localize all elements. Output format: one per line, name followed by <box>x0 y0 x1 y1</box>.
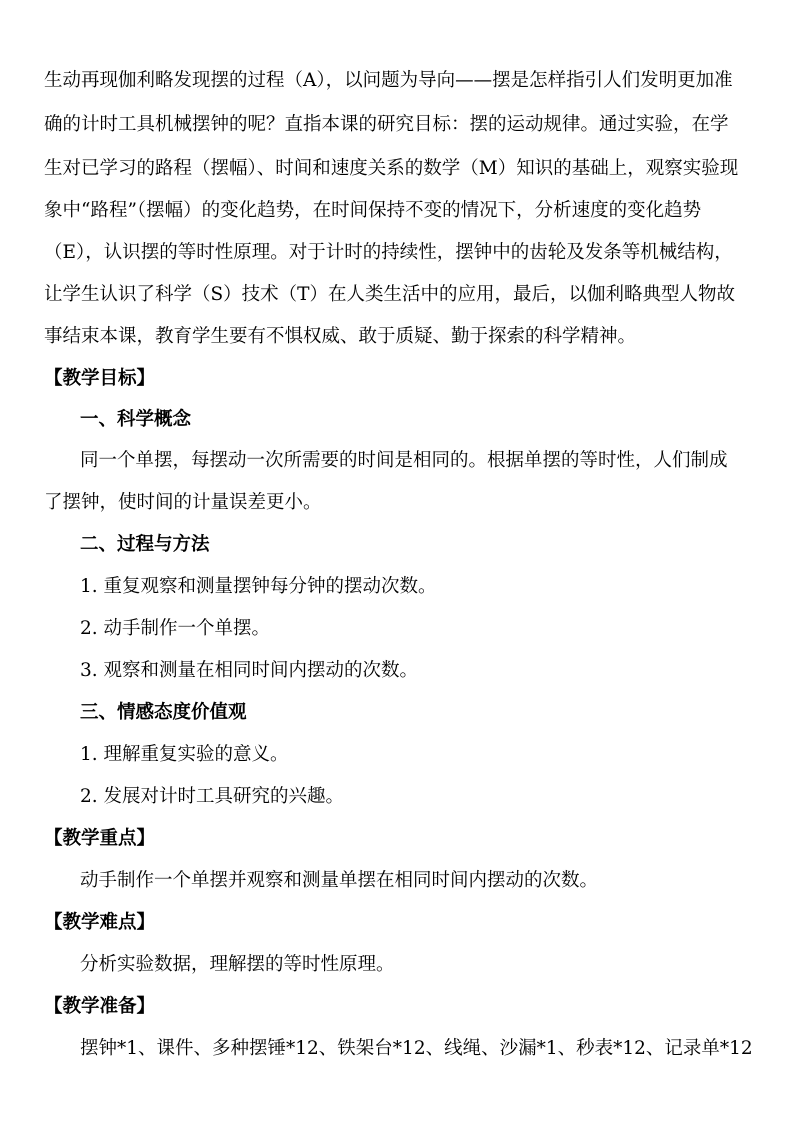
intro-line: 生对已学习的路程（摆幅）、时间和速度关系的数学（M）知识的基础上，观察实验现 <box>44 158 739 179</box>
subsection-title-concept: 一、科学概念 <box>80 409 192 430</box>
subsection-title-process: 二、过程与方法 <box>80 534 210 555</box>
preparation-text: 摆钟*1、课件、多种摆锤*12、铁架台*12、线绳、沙漏*1、秒表*12、记录单*12 <box>80 1038 753 1059</box>
difficulty-text: 分析实验数据，理解摆的等时性原理。 <box>80 954 395 975</box>
attitude-item: 1. 理解重复实验的意义。 <box>80 744 289 765</box>
intro-line: 让学生认识了科学（S）技术（T）在人类生活中的应用，最后，以伽利略典型人物故 <box>44 284 736 305</box>
attitude-item: 2. 发展对计时工具研究的兴趣。 <box>80 786 345 807</box>
process-item: 1. 重复观察和测量摆钟每分钟的摆动次数。 <box>80 576 437 597</box>
intro-line: 确的计时工具机械摆钟的呢？直指本课的研究目标：摆的运动规律。通过实验，在学 <box>44 114 729 135</box>
intro-line: 生动再现伽利略发现摆的过程（A），以问题为导向——摆是怎样指引人们发明更加准 <box>44 70 733 91</box>
subsection-title-attitude: 三、情感态度价值观 <box>80 702 247 723</box>
key-point-text: 动手制作一个单摆并观察和测量单摆在相同时间内摆动的次数。 <box>80 870 599 891</box>
process-item: 2. 动手制作一个单摆。 <box>80 618 271 639</box>
intro-line: （E），认识摆的等时性原理。对于计时的持续性，摆钟中的齿轮及发条等机械结构， <box>44 242 733 263</box>
intro-line: 象中“路程”（摆幅）的变化趋势，在时间保持不变的情况下，分析速度的变化趋势 <box>44 200 702 221</box>
section-heading-goals: 【教学目标】 <box>44 368 156 389</box>
concept-line: 了摆钟，使时间的计量误差更小。 <box>44 492 322 513</box>
concept-line: 同一个单摆，每摆动一次所需要的时间是相同的。根据单摆的等时性，人们制成 <box>80 450 728 471</box>
section-heading-difficulty: 【教学难点】 <box>44 912 156 933</box>
section-heading-key-point: 【教学重点】 <box>44 828 156 849</box>
intro-line: 事结束本课，教育学生要有不惧权威、敢于质疑、勤于探索的科学精神。 <box>44 326 637 347</box>
process-item: 3. 观察和测量在相同时间内摆动的次数。 <box>80 660 419 681</box>
section-heading-preparation: 【教学准备】 <box>44 996 156 1017</box>
